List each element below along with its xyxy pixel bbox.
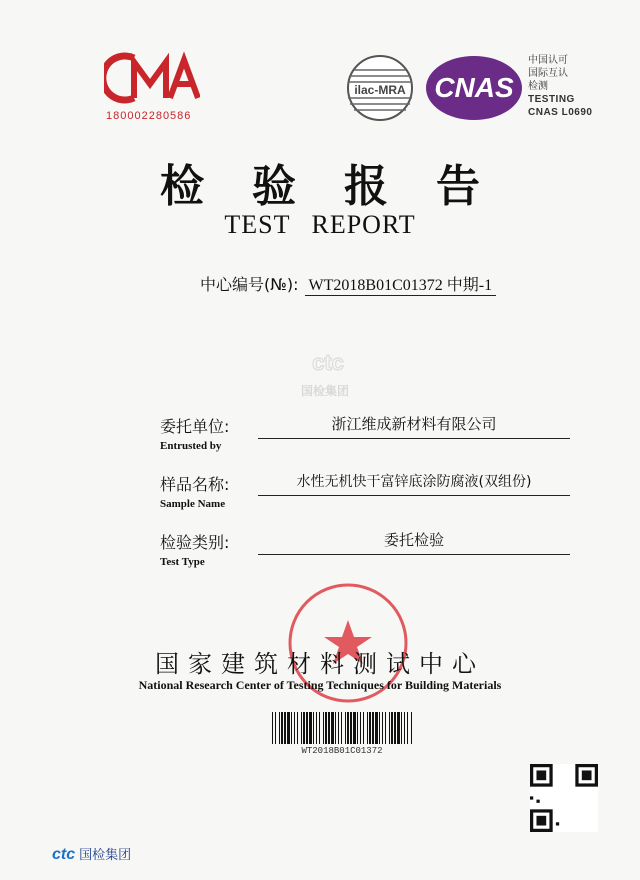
- sample-value: 水性无机快干富锌底涂防腐液(双组份): [258, 471, 570, 496]
- barcode-bar: [357, 712, 358, 744]
- barcode-bar: [391, 712, 393, 744]
- ctc-logo: ctc: [52, 846, 76, 863]
- barcode-bar: [301, 712, 302, 744]
- barcode-bar: [284, 712, 286, 744]
- title-chinese: 检验报告: [160, 161, 528, 212]
- barcode-bar: [331, 712, 334, 744]
- qr-module: [582, 770, 592, 780]
- report-number-label: 中心编号(№):: [200, 275, 299, 294]
- barcode-bar: [407, 712, 408, 744]
- barcode-bar: [347, 712, 349, 744]
- barcode-bar: [345, 712, 346, 744]
- cnas-line-1: 中国认可: [528, 55, 568, 66]
- barcode-bar: [281, 712, 283, 744]
- barcode-bar: [353, 712, 356, 744]
- barcode-bar: [309, 712, 312, 744]
- cnas-testing: TESTING: [528, 94, 575, 105]
- barcode-bar: [397, 712, 400, 744]
- barcode-bar: [275, 712, 276, 744]
- barcode-bar: [389, 712, 390, 744]
- cnas-line-2: 国际互认: [528, 68, 568, 79]
- barcode-bar: [319, 712, 320, 744]
- barcode-bar: [316, 712, 317, 744]
- barcode-bar: [294, 712, 295, 744]
- report-number-value: WT2018B01C01372 中期-1: [305, 272, 497, 296]
- barcode-bar: [303, 712, 305, 744]
- testtype-label-en: Test Type: [160, 556, 205, 568]
- barcode-bar: [313, 712, 314, 744]
- entrusted-value: 浙江维成新材料有限公司: [258, 413, 570, 439]
- barcode-bar: [291, 712, 292, 744]
- cnas-text: CNAS: [434, 72, 514, 103]
- watermark-group: 国检集团: [300, 384, 349, 398]
- organization-chinese: 国家建筑材料测试中心: [155, 650, 485, 678]
- report-number: [200, 272, 496, 296]
- barcode-text: WT2018B01C01372: [301, 746, 383, 756]
- barcode-bar: [360, 712, 361, 744]
- barcode-bar: [404, 712, 405, 744]
- barcode-bar: [297, 712, 298, 744]
- barcode-bar: [385, 712, 386, 744]
- barcode-bar: [328, 712, 330, 744]
- barcode-bar: [341, 712, 342, 744]
- qr-module: [536, 770, 546, 780]
- barcode-bar: [401, 712, 402, 744]
- barcode-bar: [379, 712, 380, 744]
- barcode-bar: [372, 712, 374, 744]
- cnas-logo: [424, 54, 524, 122]
- testtype-label-cn: 检验类别:: [160, 533, 230, 552]
- testtype-value: 委托检验: [258, 529, 570, 555]
- cma-logo: [104, 50, 200, 106]
- barcode-bar: [335, 712, 336, 744]
- barcode-bar: [323, 712, 324, 744]
- cnas-line-3: 检测: [528, 81, 548, 92]
- title-english: TEST REPORT: [224, 210, 416, 239]
- barcode-bar: [338, 712, 339, 744]
- barcode-bar: [375, 712, 378, 744]
- barcode-bar: [287, 712, 290, 744]
- qr-module: [536, 816, 546, 826]
- barcode-bar: [279, 712, 280, 744]
- barcode-bar: [325, 712, 327, 744]
- qr-module: [530, 796, 533, 799]
- ilac-mra-logo: [336, 54, 422, 122]
- cnas-side-text: [528, 54, 592, 119]
- sample-label-cn: 样品名称:: [160, 475, 230, 494]
- barcode-bar: [382, 712, 383, 744]
- barcode: [272, 712, 412, 744]
- footer-logo: [52, 844, 131, 864]
- ilac-text: ilac-MRA: [354, 83, 406, 97]
- barcode-bar: [369, 712, 371, 744]
- organization-english: National Research Center of Testing Techniques for Building Materials: [138, 678, 502, 692]
- barcode-bar: [363, 712, 364, 744]
- qr-module: [556, 822, 559, 825]
- cma-number: 180002280586: [106, 110, 192, 122]
- qr-code: [530, 764, 598, 832]
- svg-text:ctc: ctc: [312, 350, 344, 375]
- barcode-bar: [394, 712, 396, 744]
- barcode-bar: [306, 712, 308, 744]
- barcode-bar: [367, 712, 368, 744]
- watermark-logo: [300, 348, 356, 378]
- cnas-code: CNAS L0690: [528, 107, 593, 118]
- entrusted-label-cn: 委托单位:: [160, 417, 230, 436]
- barcode-bar: [350, 712, 352, 744]
- entrusted-label-en: Entrusted by: [160, 440, 222, 452]
- barcode-bar: [272, 712, 273, 744]
- footer-group-name: 国检集团: [79, 848, 132, 863]
- barcode-bar: [411, 712, 412, 744]
- sample-label-en: Sample Name: [160, 498, 226, 510]
- qr-module: [536, 800, 539, 803]
